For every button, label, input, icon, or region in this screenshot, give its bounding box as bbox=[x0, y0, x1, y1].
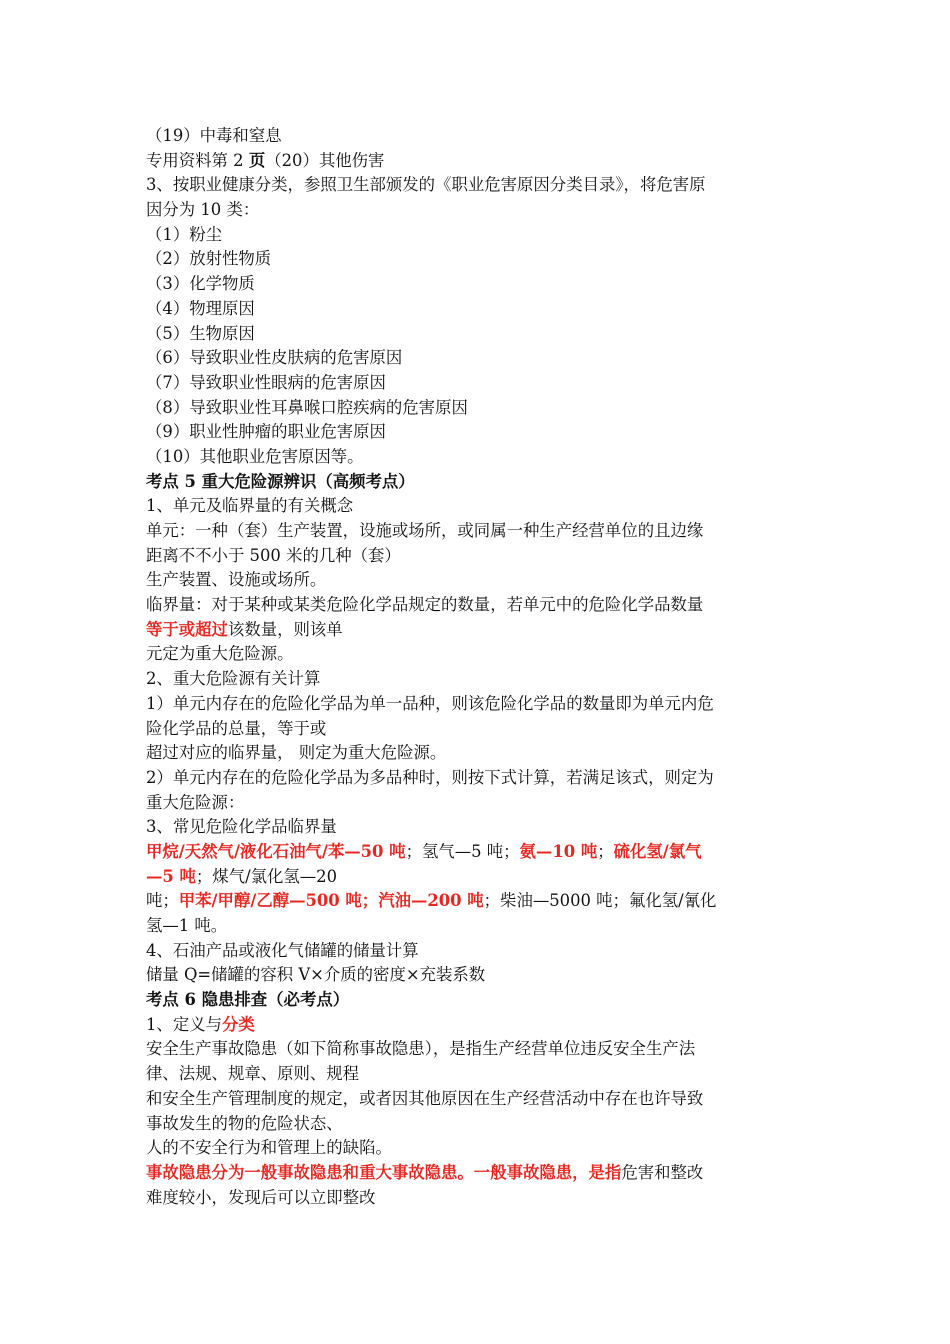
text-segment: （2）放射性物质 bbox=[146, 249, 272, 269]
text-segment: 1、单元及临界量的有关概念 bbox=[146, 496, 354, 516]
text-line bbox=[146, 766, 812, 791]
text-segment: 3、常见危险化学品临界量 bbox=[146, 817, 337, 837]
text-line bbox=[146, 1161, 812, 1186]
text-segment: 考点 6 隐患排查（必考点） bbox=[146, 990, 350, 1010]
text-line bbox=[146, 741, 812, 766]
text-segment: 临界量：对于某种或某类危险化学品规定的数量，若单元中的危险化学品数量 bbox=[146, 595, 704, 615]
text-line bbox=[146, 1062, 812, 1087]
text-segment: 该数量，则该单 bbox=[227, 619, 343, 639]
text-line bbox=[146, 840, 812, 865]
text-line bbox=[146, 519, 812, 544]
text-segment: 1）单元内存在的危险化学品为单一品种，则该危险化学品的数量即为单元内危 bbox=[146, 693, 714, 713]
text-line bbox=[146, 1037, 812, 1062]
text-line bbox=[146, 1112, 812, 1137]
text-segment: （20）其他伤害 bbox=[265, 150, 385, 170]
text-segment: 单元：一种（套）生产装置，设施或场所，或同属一种生产经营单位的且边缘 bbox=[146, 521, 704, 540]
text-segment: 超过对应的临界量， 则定为重大危险源。 bbox=[146, 743, 447, 763]
highlight-text: 分类 bbox=[222, 1014, 255, 1034]
highlight-text: 甲苯/甲醇/乙醇—500 吨；汽油—200 吨 bbox=[178, 891, 484, 911]
highlight-text: 等于或超过 bbox=[146, 619, 228, 639]
text-line bbox=[146, 939, 812, 964]
text-segment: 1、定义与 bbox=[146, 1014, 222, 1034]
text-line bbox=[146, 173, 812, 198]
text-line bbox=[146, 371, 812, 396]
text-line bbox=[146, 815, 812, 840]
text-segment: 事故发生的物的危险状态、 bbox=[146, 1113, 343, 1133]
text-segment: （4）物理原因 bbox=[146, 298, 255, 318]
text-line bbox=[146, 865, 812, 890]
text-segment: 危害和整改 bbox=[621, 1162, 704, 1182]
text-segment: （6）导致职业性皮肤病的危害原因 bbox=[146, 348, 403, 368]
text-line bbox=[146, 618, 812, 643]
section-heading bbox=[146, 988, 812, 1013]
highlight-text: —5 吨 bbox=[146, 866, 196, 886]
text-line bbox=[146, 1013, 812, 1038]
text-line bbox=[146, 568, 812, 593]
text-line bbox=[146, 247, 812, 272]
text-line bbox=[146, 1087, 812, 1112]
text-line bbox=[146, 1136, 812, 1161]
text-line bbox=[146, 889, 812, 914]
text-segment: 生产装置、设施或场所。 bbox=[146, 570, 327, 590]
text-line bbox=[146, 667, 812, 692]
text-segment: 2）单元内存在的危险化学品为多品种时，则按下式计算，若满足该式，则定为 bbox=[146, 767, 714, 787]
text-segment: 因分为 10 类： bbox=[146, 200, 260, 220]
text-line bbox=[146, 149, 812, 174]
text-segment: 难度较小，发现后可以立即整改 bbox=[146, 1187, 376, 1207]
text-line bbox=[146, 198, 812, 223]
text-segment: 氢—1 吨。 bbox=[146, 916, 228, 935]
text-line bbox=[146, 593, 812, 618]
text-line bbox=[146, 963, 812, 988]
text-segment: 3、按职业健康分类，参照卫生部颁发的《职业危害原因分类目录》，将危害原 bbox=[146, 175, 706, 195]
text-line bbox=[146, 445, 812, 470]
text-segment: 险化学品的总量，等于或 bbox=[146, 718, 327, 738]
text-line bbox=[146, 544, 812, 569]
highlight-text: 甲烷/天然气/液化石油气/苯—50 吨 bbox=[146, 841, 406, 861]
text-line bbox=[146, 494, 812, 519]
text-segment: 4、石油产品或液化气储罐的储量计算 bbox=[146, 940, 419, 960]
highlight-text: 硫化氢/氯气 bbox=[613, 841, 702, 861]
text-segment: ；煤气/氯化氢—20 bbox=[195, 866, 338, 886]
text-segment: 储量 Q=储罐的容积 V×介质的密度×充装系数 bbox=[146, 965, 486, 985]
text-segment: 吨； bbox=[146, 891, 179, 911]
text-segment: 2、重大危险源有关计算 bbox=[146, 669, 321, 689]
text-line bbox=[146, 791, 812, 816]
text-segment: ；柴油—5000 吨；氟化氢/氰化 bbox=[483, 891, 717, 911]
text-line bbox=[146, 1186, 812, 1211]
text-line bbox=[146, 692, 812, 717]
section-heading bbox=[146, 470, 812, 495]
text-line bbox=[146, 396, 812, 421]
text-segment: 元定为重大危险源。 bbox=[146, 644, 294, 664]
text-line bbox=[146, 272, 812, 297]
text-segment: （1）粉尘 bbox=[146, 224, 222, 244]
text-line bbox=[146, 297, 812, 322]
text-segment: （5）生物原因 bbox=[146, 323, 255, 343]
text-segment: （7）导致职业性眼病的危害原因 bbox=[146, 372, 386, 392]
text-segment: ；氢气—5 吨； bbox=[405, 841, 520, 861]
text-line bbox=[146, 914, 812, 939]
text-segment: 距离不不小于 500 米的几种（套） bbox=[146, 545, 401, 565]
text-segment: 和安全生产管理制度的规定，或者因其他原因在生产经营活动中存在也许导致 bbox=[146, 1088, 704, 1108]
text-segment: （3）化学物质 bbox=[146, 274, 255, 294]
text-line bbox=[146, 717, 812, 742]
text-line bbox=[146, 322, 812, 347]
text-line bbox=[146, 642, 812, 667]
text-line bbox=[146, 223, 812, 248]
document-body bbox=[146, 124, 812, 1210]
text-segment: 专用资料第 2 bbox=[146, 150, 249, 170]
text-segment: （10）其他职业危害原因等。 bbox=[146, 446, 364, 466]
text-line bbox=[146, 346, 812, 371]
text-line bbox=[146, 124, 812, 149]
text-segment: 律、法规、规章、原则、规程 bbox=[146, 1064, 360, 1084]
text-line bbox=[146, 420, 812, 445]
text-segment: ； bbox=[597, 841, 614, 861]
text-segment: （9）职业性肿瘤的职业危害原因 bbox=[146, 422, 386, 442]
text-segment: （19）中毒和窒息 bbox=[146, 126, 282, 145]
text-segment: 考点 5 重大危险源辨识（高频考点） bbox=[146, 471, 415, 491]
text-segment: 安全生产事故隐患（如下简称事故隐患），是指生产经营单位违反安全生产法 bbox=[146, 1039, 696, 1059]
highlight-text: 事故隐患分为一般事故隐患和重大事故隐患。一般事故隐患，是指 bbox=[146, 1162, 622, 1182]
highlight-text: 氨—10 吨 bbox=[519, 841, 598, 861]
text-segment: 重大危险源： bbox=[146, 792, 245, 812]
text-segment: 人的不安全行为和管理上的缺陷。 bbox=[146, 1138, 392, 1158]
text-segment: （8）导致职业性耳鼻喉口腔疾病的危害原因 bbox=[146, 397, 468, 417]
text-segment: 页 bbox=[248, 150, 266, 170]
